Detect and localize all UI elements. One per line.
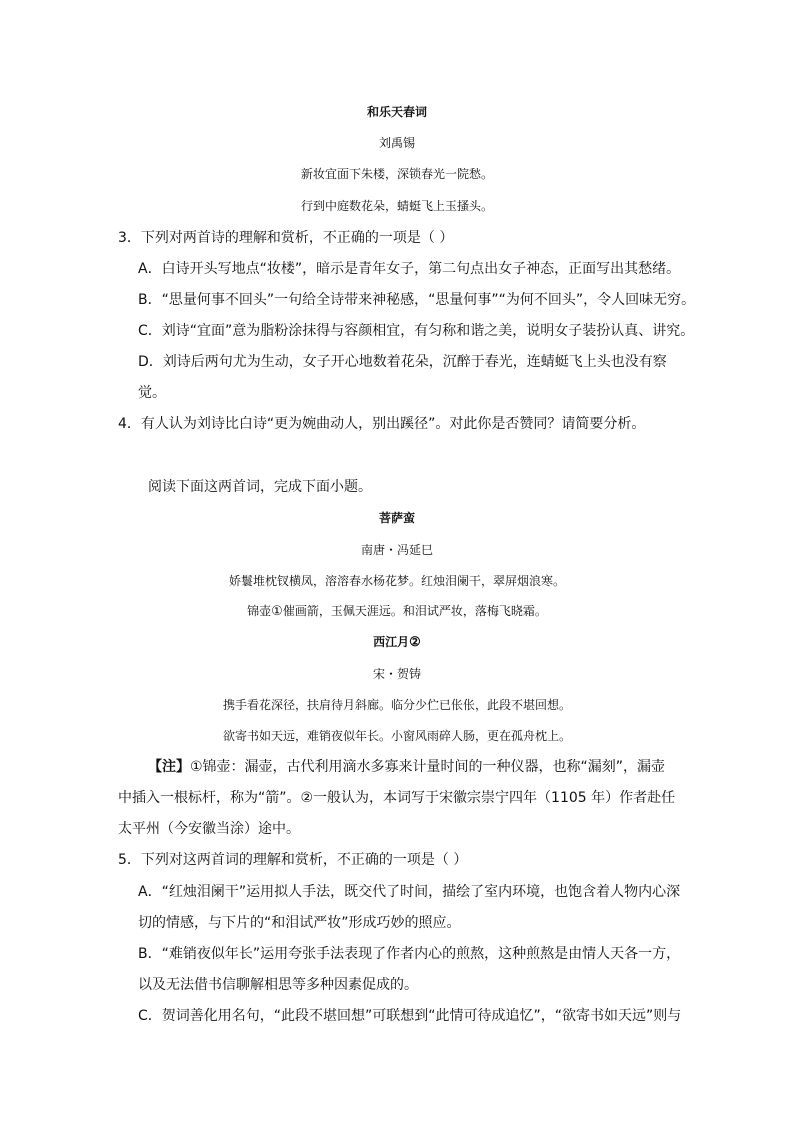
footnote-mark-2: ②: [409, 635, 421, 650]
question-5-option-c: C．贺词善化用名句，“此段不堪回想”可联想到“此情可待成追忆”，“欲寄书如天远”则与: [138, 1008, 682, 1024]
ci2-title: [0, 632, 794, 653]
poem1-title: 和乐天春词: [366, 105, 427, 119]
ci1-line-1: 娇鬟堆枕钗横凤，溶溶春水杨花梦。红烛泪阑干，翠屏烟浪寒。: [228, 574, 565, 588]
poem1-line-2: 行到中庭数花朵，蜻蜓飞上玉搔头。: [300, 199, 493, 213]
question-3-option-c: C．刘诗“宜面”意为脂粉涂抹得与容颜相宜，有匀称和谐之美，说明女子装扮认真、讲究。: [138, 323, 695, 339]
note-line-1-text: ①锦壶：漏壶，古代利用滴水多寡来计量时间的一种仪器，也称“漏刻”，漏壶: [190, 759, 666, 775]
ci1-line-2-pre: 锦壶: [247, 604, 272, 618]
question-4-stem: 4．有人认为刘诗比白诗“更为婉曲动人，别出蹊径”。对此你是否赞同？请简要分析。: [118, 416, 646, 432]
question-5-option-a: A．“红烛泪阑干”运用拟人手法，既交代了时间，描绘了室内环境，也饱含着人物内心深: [138, 884, 681, 900]
reading-instruction: 阅读下面这两首词，完成下面小题。: [148, 479, 372, 495]
ci1-line-2: [0, 601, 794, 622]
ci1-title: 菩萨蛮: [378, 511, 415, 525]
question-3-option-d-cont: 觉。: [138, 385, 166, 401]
note-tag: 【注】: [148, 759, 190, 775]
ci2-author: 宋・贺铸: [372, 667, 421, 681]
question-3-option-d: D．刘诗后两句尤为生动，女子开心地数着花朵，沉醉于春光，连蜻蜓飞上头也没有察: [138, 354, 667, 370]
note-line-1: [148, 757, 665, 777]
question-5-option-a-cont: 切的情感，与下片的“和泪试严妆”形成巧妙的照应。: [138, 915, 461, 931]
poem1-line-1: 新妆宜面下朱楼，深锁春光一院愁。: [300, 167, 493, 181]
footnote-mark-1: ①: [271, 604, 283, 619]
question-3-stem: 3．下列对两首诗的理解和赏析，不正确的一项是（ ）: [118, 230, 454, 246]
ci2-title-text: 西江月: [373, 635, 410, 649]
question-3-option-b: B．“思量何事不回头”一句给全诗带来神秘感，“思量何事”“为何不回头”，令人回味无穷。: [138, 292, 696, 308]
question-5-option-b: B．“难销夜似年长”运用夸张手法表现了作者内心的煎熬，这种煎熬是由情人天各一方，: [138, 946, 681, 962]
ci2-line-1: 携手看花深径，扶肩待月斜廊。临分少伫已伥伥，此段不堪回想。: [222, 698, 571, 712]
ci1-author: 南唐・冯延巳: [360, 543, 433, 557]
question-5-option-b-cont: 以及无法借书信聊解相思等多种因素促成的。: [138, 977, 418, 993]
note-line-2: 中插入一根标杆，称为“箭”。②一般认为，本词写于宋徽宗崇宁四年（1105 年）作者赴任: [118, 790, 676, 806]
ci1-line-2-post: 催画箭，玉佩天涯远。和泪试严妆，落梅飞晓霜。: [282, 604, 547, 618]
note-line-3: 太平州（今安徽当涂）途中。: [118, 821, 300, 837]
question-3-option-a: A．白诗开头写地点“妆楼”，暗示是青年女子，第二句点出女子神态，正面写出其愁绪。: [138, 261, 681, 277]
poem1-author: 刘禹锡: [378, 136, 415, 150]
question-5-stem: 5．下列对这两首词的理解和赏析，不正确的一项是（ ）: [118, 852, 468, 868]
ci2-line-2: 欲寄书如天远，难销夜似年长。小窗风雨碎人肠，更在孤舟枕上。: [222, 729, 571, 743]
